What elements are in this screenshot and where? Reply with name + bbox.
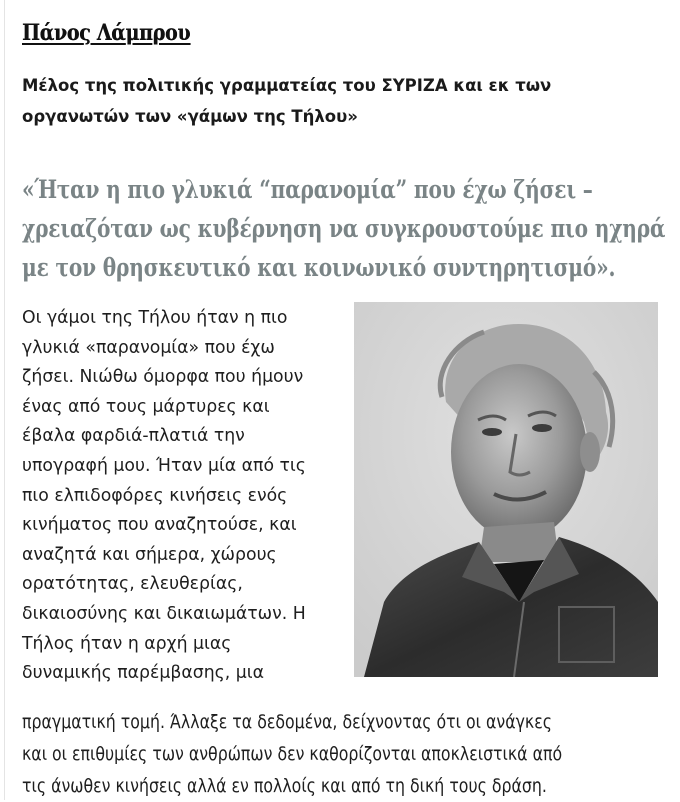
- body-line: δυναμικής παρέμβασης, μια: [22, 662, 265, 684]
- author-role: [22, 71, 623, 133]
- pull-quote-line: χρειαζόταν ως κυβέρνηση να συγκρουστούμε πιο ηχηρά: [22, 214, 666, 243]
- body-line: γλυκιά «παρανομία» που έχω: [22, 336, 275, 358]
- body-line: πιο ελπιδοφόρες κινήσεις ενός: [22, 484, 288, 506]
- portrait-illustration: [354, 302, 658, 677]
- body-line: και οι επιθυμίες των ανθρώπων δεν καθορίζονται αποκλειστικά από: [22, 743, 563, 765]
- body-line: Τήλος ήταν η αρχή μιας: [22, 632, 232, 654]
- body-line: δικαιοσύνης και δικαιωμάτων. Η: [22, 602, 306, 624]
- body-line: ζήσει. Νιώθω όμορφα που ήμουν: [22, 366, 304, 388]
- left-margin-rule: [4, 0, 5, 800]
- author-role-line: Μέλος της πολιτικής γραμματείας του ΣΥΡΙΖΑ και εκ των: [22, 76, 552, 96]
- body-line: τις άνωθεν κινήσεις αλλά εν πολλοίς και από τη δική τους δράση.: [22, 775, 547, 797]
- body-line: Οι γάμοι της Τήλου ήταν η πιο: [22, 307, 288, 328]
- body-text-column: [22, 303, 352, 688]
- body-line: ορατότητας, ελευθερίας,: [22, 573, 243, 595]
- body-line: ένας από τους μάρτυρες και: [22, 395, 270, 417]
- pull-quote: [22, 170, 666, 287]
- pull-quote-line: «Ήταν η πιο γλυκιά “παρανομία” που έχω ζήσει –: [22, 175, 593, 204]
- author-role-line: οργανωτών των «γάμων της Τήλου»: [22, 107, 358, 127]
- body-line: έβαλα φαρδιά-πλατιά την: [22, 425, 245, 447]
- body-text-full-width: [22, 706, 680, 802]
- author-portrait-photo: [354, 302, 658, 677]
- body-line: αναζητά και σήμερα, χώρους: [22, 543, 277, 565]
- body-line: υπογραφή μου. Ήταν μία από τις: [22, 454, 306, 476]
- pull-quote-line: με τον θρησκευτικό και κοινωνικό συντηρητισμό».: [22, 253, 616, 282]
- author-name: Πάνος Λάμπρου: [22, 20, 191, 46]
- body-line: πραγματική τομή. Άλλαξε τα δεδομένα, δείχνοντας ότι οι ανάγκες: [22, 711, 553, 733]
- body-line: κινήματος που αναζητούσε, και: [22, 514, 297, 536]
